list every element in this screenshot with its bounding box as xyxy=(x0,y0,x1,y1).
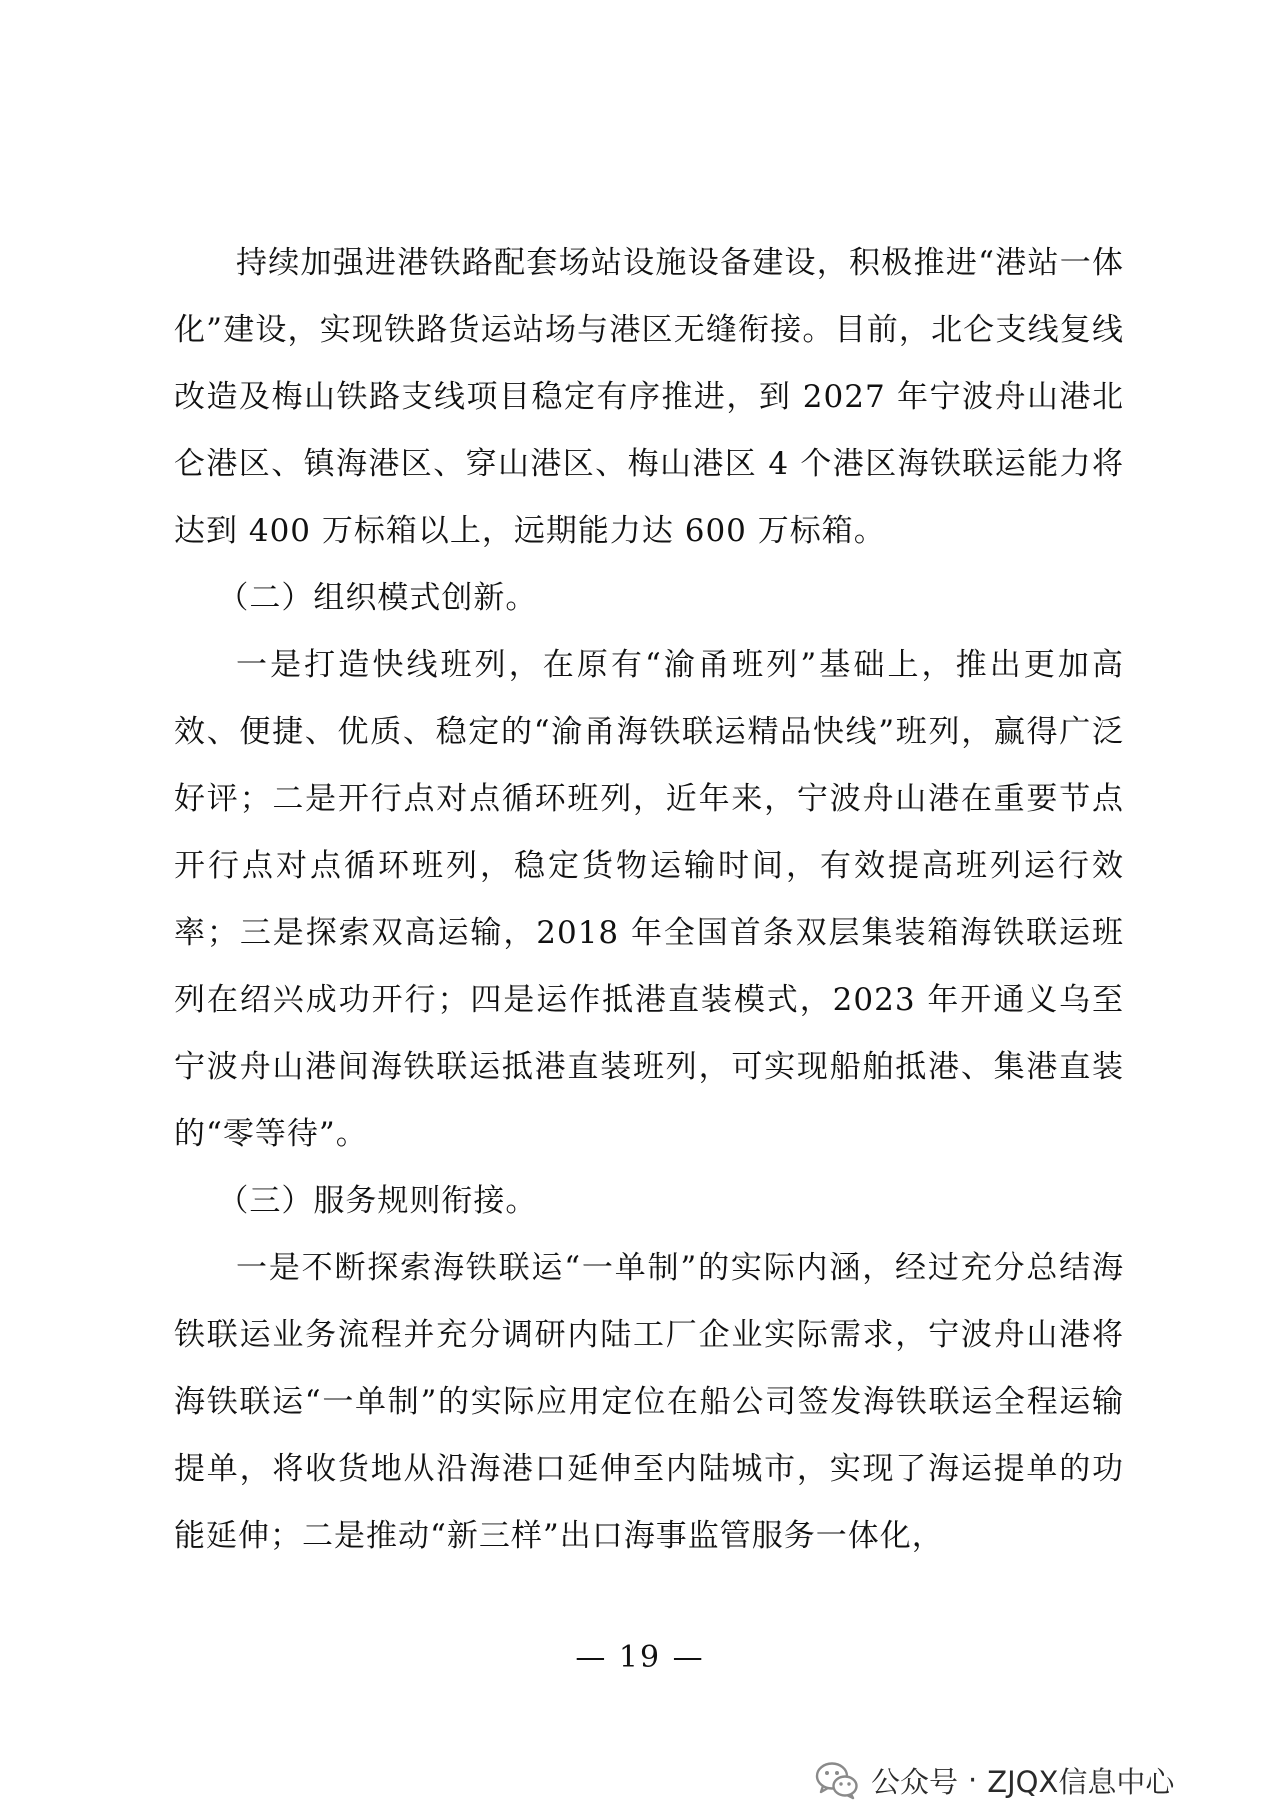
paragraph-service: 一是不断探索海铁联运“一单制”的实际内涵，经过充分总结海铁联运业务流程并充分调研内陆工厂企业实际需求，宁波舟山港将海铁联运“一单制”的实际应用定位在船公司签发海铁联运全程运输提单，将收货地从沿海港口延伸至内陆城市，实现了海运提单的功能延伸；二是推动“新三样”出口海事监管服务一体化， xyxy=(174,1250,1124,1554)
paragraph-intro: 持续加强进港铁路配套场站设施设备建设，积极推进“港站一体化”建设，实现铁路货运站场与港区无缝衔接。目前，北仑支线复线改造及梅山铁路支线项目稳定有序推进，到 2027 年宁波舟山港北仑港区、镇海港区、穿山港区、梅山港区 4 个港区海铁联运能力将达到 400 万标箱以上，远期能力达 600 万标箱。 xyxy=(174,245,1124,549)
watermark-separator: · xyxy=(968,1763,978,1797)
section-heading-2: （二）组织模式创新。 xyxy=(217,580,538,616)
wechat-icon xyxy=(815,1760,859,1800)
watermark-account-name: ZJQX信息中心 xyxy=(987,1764,1175,1799)
watermark xyxy=(815,1758,1174,1802)
document-body xyxy=(174,230,1124,1570)
section-heading-3: （三）服务规则衔接。 xyxy=(217,1183,538,1219)
watermark-account-label: 公众号 xyxy=(871,1764,959,1799)
page-number: — 19 — xyxy=(575,1640,705,1675)
paragraph-organization: 一是打造快线班列，在原有“渝甬班列”基础上，推出更加高效、便捷、优质、稳定的“渝甬海铁联运精品快线”班列，赢得广泛好评；二是开行点对点循环班列，近年来，宁波舟山港在重要节点开行点对点循环班列，稳定货物运输时间，有效提高班列运行效率；三是探索双高运输，2018 年全国首条双层集装箱海铁联运班列在绍兴成功开行；四是运作抵港直装模式，2023 年开通义乌至宁波舟山港间海铁联运抵港直装班列，可实现船舶抵港、集港直装的“零等待”。 xyxy=(174,647,1124,1152)
